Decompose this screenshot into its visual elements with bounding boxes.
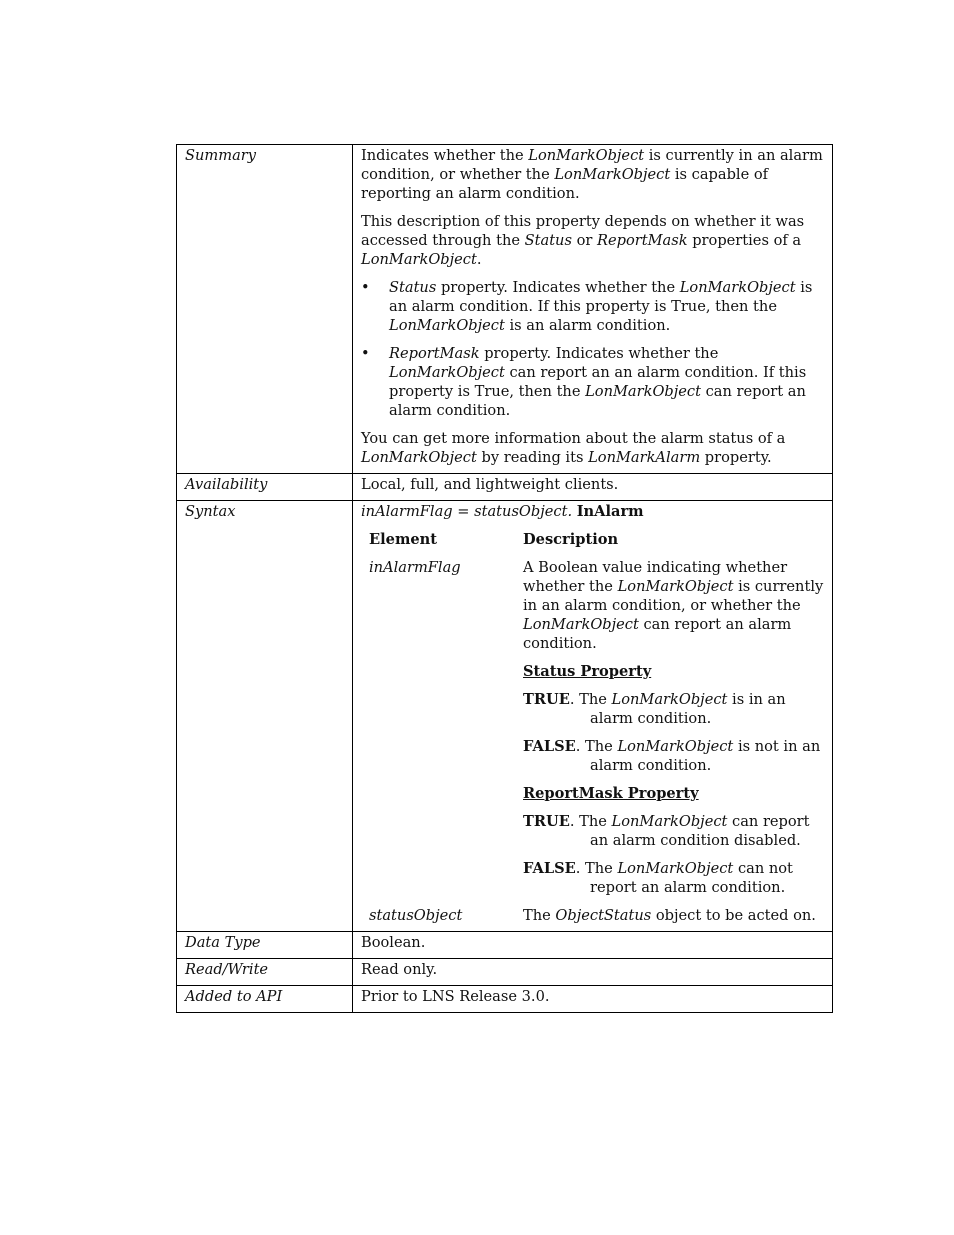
summary-label: Summary	[177, 145, 353, 474]
summary-bullet-reportmask: • ReportMask property. Indicates whether the LonMarkObject can report an an alarm condition. If this property is True, then the LonMarkObject can report an alarm condition.	[361, 345, 807, 419]
element-name: statusObject	[369, 907, 463, 924]
syntax-row	[177, 501, 833, 932]
availability-label: Availability	[177, 474, 353, 501]
summary-paragraph-2: This description of this property depends on whether it was accessed through the Status or ReportMask properties of a LonMarkObject.	[361, 213, 805, 268]
summary-bullet-status: • Status property. Indicates whether the LonMarkObject is an alarm condition. If this property is True, then the LonMarkObject is an alarm condition.	[361, 279, 813, 334]
read-write-label: Read/Write	[177, 959, 353, 986]
status-true: TRUE. The LonMarkObject is in an alarm condition.	[523, 691, 786, 727]
element-row-inalarmflag	[361, 558, 824, 906]
added-to-api-row	[177, 986, 833, 1013]
summary-paragraph-3: You can get more information about the alarm status of a LonMarkObject by reading its LonMarkAlarm property.	[361, 430, 786, 466]
element-header: Element	[369, 531, 438, 548]
reportmask-property-heading: ReportMask Property	[523, 785, 699, 802]
element-description: The ObjectStatus object to be acted on.	[523, 907, 816, 924]
summary-row	[177, 145, 833, 474]
added-to-api-label: Added to API	[177, 986, 353, 1013]
added-to-api-value: Prior to LNS Release 3.0.	[353, 986, 833, 1013]
property-table	[176, 144, 833, 1013]
syntax-line: inAlarmFlag = statusObject. InAlarm	[361, 503, 644, 520]
status-false: FALSE. The LonMarkObject is not in an alarm condition.	[523, 738, 821, 774]
reportmask-false: FALSE. The LonMarkObject can not report an alarm condition.	[523, 860, 793, 896]
availability-value: Local, full, and lightweight clients.	[353, 474, 833, 501]
status-property-heading: Status Property	[523, 663, 652, 680]
read-write-row	[177, 959, 833, 986]
bullet-icon: •	[361, 345, 370, 362]
read-write-value: Read only.	[353, 959, 833, 986]
syntax-label: Syntax	[177, 501, 353, 932]
summary-bullet-list	[361, 278, 824, 420]
reportmask-true: TRUE. The LonMarkObject can report an alarm condition disabled.	[523, 813, 810, 849]
element-table	[361, 530, 824, 925]
summary-paragraph-1: Indicates whether the LonMarkObject is currently in an alarm condition, or whether the LonMarkObject is capable of reporting an alarm condition.	[361, 147, 823, 202]
element-description	[523, 558, 824, 906]
element-name: inAlarmFlag	[369, 559, 461, 576]
bullet-icon: •	[361, 279, 370, 296]
data-type-row	[177, 932, 833, 959]
element-table-header	[361, 530, 824, 558]
inalarmflag-description: A Boolean value indicating whether whether the LonMarkObject is currently in an alarm condition, or whether the LonMarkObject can report an alarm condition.	[523, 559, 824, 652]
syntax-value	[353, 501, 833, 932]
element-row-statusobject	[361, 906, 824, 925]
description-header: Description	[523, 531, 619, 548]
data-type-value: Boolean.	[353, 932, 833, 959]
summary-value	[353, 145, 833, 474]
data-type-label: Data Type	[177, 932, 353, 959]
availability-row	[177, 474, 833, 501]
